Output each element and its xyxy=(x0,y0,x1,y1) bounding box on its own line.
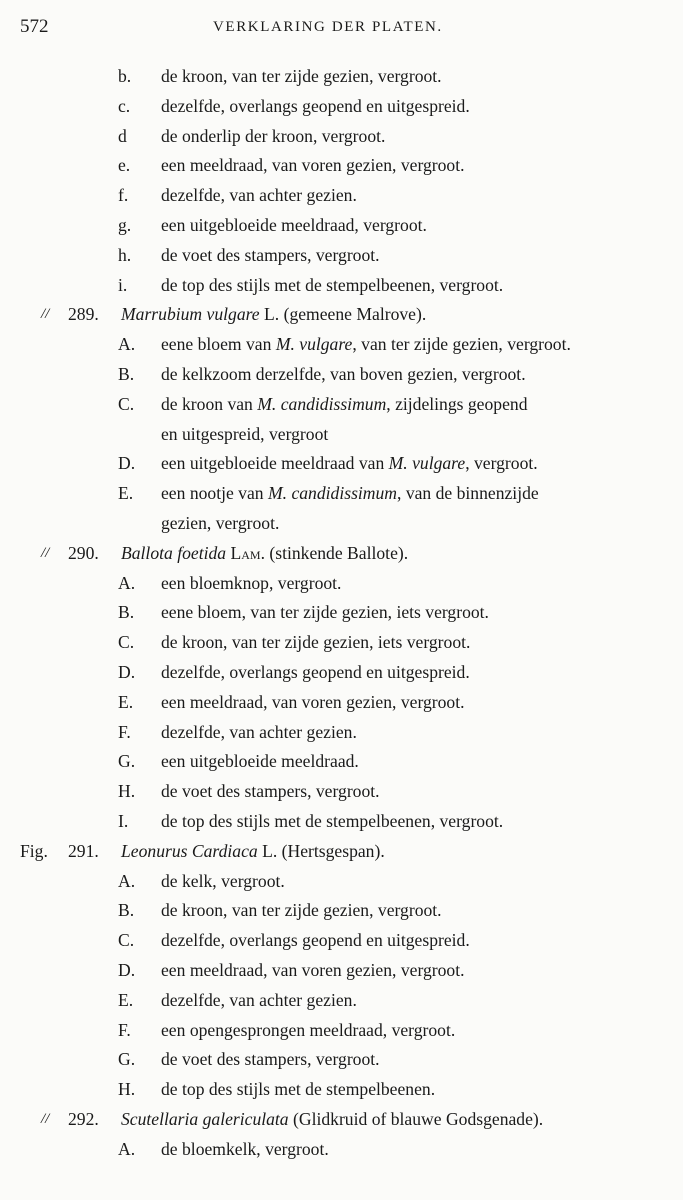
figure-label: Fig. xyxy=(20,840,48,861)
entry-row xyxy=(0,390,683,420)
common-name: (stinkende Ballote). xyxy=(269,542,409,563)
entry-row xyxy=(0,241,683,271)
figure-heading xyxy=(0,837,683,867)
item-letter: F. xyxy=(118,721,131,742)
item-letter: E. xyxy=(118,691,134,712)
author-abbrev: Lam. xyxy=(230,542,265,563)
item-description: de kroon, van ter zijde gezien, iets vergroot. xyxy=(161,632,471,653)
genus-name: Scutellaria galericulata xyxy=(121,1108,289,1129)
item-letter: I. xyxy=(118,810,129,831)
item-description: de kroon, van ter zijde gezien, vergroot. xyxy=(161,66,442,86)
entry-row xyxy=(0,986,683,1016)
entry-row xyxy=(0,181,683,211)
entry-row xyxy=(0,956,683,986)
entry-row xyxy=(0,211,683,241)
entry-row xyxy=(0,1135,683,1165)
common-name: (Hertsgespan). xyxy=(281,840,385,861)
item-description: een opengesprongen meeldraad, vergroot. xyxy=(161,1019,456,1040)
entry-row xyxy=(0,688,683,718)
item-letter: c. xyxy=(118,95,131,116)
item-description: de top des stijls met de stempelbeenen, vergroot. xyxy=(161,810,504,831)
item-letter: b. xyxy=(118,66,132,86)
item-letter: D. xyxy=(118,959,136,980)
entry-row xyxy=(0,151,683,181)
item-description: de bloemkelk, vergroot. xyxy=(161,1138,329,1159)
figure-heading xyxy=(0,539,683,569)
item-description: dezelfde, van achter gezien. xyxy=(161,721,357,742)
item-letter: G. xyxy=(118,751,136,772)
item-letter: B. xyxy=(118,900,135,921)
entry-row xyxy=(0,807,683,837)
entry-row xyxy=(0,598,683,628)
entry-row xyxy=(0,777,683,807)
entry-row xyxy=(0,420,683,450)
item-letter: E. xyxy=(118,989,134,1010)
entry-row xyxy=(0,360,683,390)
item-letter: D. xyxy=(118,453,136,474)
ditto-mark: // xyxy=(41,544,50,561)
item-description: een uitgebloeide meeldraad. xyxy=(161,751,359,772)
entry-row xyxy=(0,1016,683,1046)
item-description: eene bloem, van ter zijde gezien, iets vergroot. xyxy=(161,602,489,623)
figure-number: 291. xyxy=(68,840,99,861)
item-letter: F. xyxy=(118,1019,131,1040)
item-letter: g. xyxy=(118,214,132,235)
item-description: de top des stijls met de stempelbeenen. xyxy=(161,1079,436,1100)
item-description: dezelfde, overlangs geopend en uitgespreid. xyxy=(161,930,470,951)
figure-heading xyxy=(0,300,683,330)
item-description: een uitgebloeide meeldraad van M. vulgare, vergroot. xyxy=(161,453,538,474)
item-description: de voet des stampers, vergroot. xyxy=(161,244,380,265)
common-name: (Glidkruid of blauwe Godsgenade). xyxy=(293,1108,544,1129)
item-description: de kelk, vergroot. xyxy=(161,870,285,891)
species-name xyxy=(121,837,385,867)
page-number: 572 xyxy=(20,16,49,37)
item-letter: H. xyxy=(118,1079,136,1100)
item-letter: A. xyxy=(118,1138,136,1159)
author-abbrev: L. xyxy=(262,840,278,861)
item-description: een meeldraad, van voren gezien, vergroot. xyxy=(161,959,465,980)
entry-row xyxy=(0,479,683,509)
item-description: de voet des stampers, vergroot. xyxy=(161,781,380,802)
item-letter: C. xyxy=(118,393,135,414)
figure-heading xyxy=(0,1105,683,1135)
page-header xyxy=(0,16,683,44)
author-abbrev: L. xyxy=(264,304,280,325)
species-ref: M. vulgare xyxy=(388,453,466,474)
common-name: (gemeene Malrove). xyxy=(283,304,427,325)
item-description: de kroon, van ter zijde gezien, vergroot. xyxy=(161,900,442,921)
item-letter: B. xyxy=(118,363,135,384)
item-letter: H. xyxy=(118,781,136,802)
item-letter: G. xyxy=(118,1049,136,1070)
item-letter: A. xyxy=(118,334,136,355)
species-name xyxy=(121,539,408,569)
figure-number: 290. xyxy=(68,542,99,563)
item-description: de kelkzoom derzelfde, van boven gezien, vergroot. xyxy=(161,363,526,384)
genus-name: Ballota foetida xyxy=(121,542,227,563)
item-letter: e. xyxy=(118,155,131,176)
item-letter: D. xyxy=(118,661,136,682)
item-description: de kroon van M. candidissimum, zijdelings geopend xyxy=(161,393,528,414)
item-letter: C. xyxy=(118,632,135,653)
item-description: een nootje van M. candidissimum, van de binnenzijde xyxy=(161,483,539,504)
ditto-mark: // xyxy=(41,306,50,323)
entry-row xyxy=(0,92,683,122)
entry-row xyxy=(0,62,683,92)
item-description: de voet des stampers, vergroot. xyxy=(161,1049,380,1070)
running-title: VERKLARING DER PLATEN. xyxy=(213,19,443,35)
item-letter: i. xyxy=(118,274,128,295)
item-description: een bloemknop, vergroot. xyxy=(161,572,342,593)
entry-row xyxy=(0,509,683,539)
entry-row xyxy=(0,1045,683,1075)
species-ref: M. vulgare xyxy=(275,334,353,355)
ditto-mark: // xyxy=(41,1110,50,1127)
species-name xyxy=(121,1105,543,1135)
item-description: gezien, vergroot. xyxy=(161,512,280,533)
species-name xyxy=(121,300,426,330)
species-ref: M. candidissimum xyxy=(257,393,387,414)
item-letter: f. xyxy=(118,185,129,206)
item-description: eene bloem van M. vulgare, van ter zijde gezien, vergroot. xyxy=(161,334,571,355)
item-letter: d xyxy=(118,125,127,146)
figure-number: 289. xyxy=(68,304,99,325)
item-letter: B. xyxy=(118,602,135,623)
entry-row xyxy=(0,747,683,777)
entry-row xyxy=(0,122,683,152)
item-letter: A. xyxy=(118,572,136,593)
item-letter: C. xyxy=(118,930,135,951)
entry-row xyxy=(0,330,683,360)
item-description: dezelfde, overlangs geopend en uitgespreid. xyxy=(161,95,470,116)
species-ref: M. candidissimum xyxy=(268,483,398,504)
genus-name: Leonurus Cardiaca xyxy=(121,840,258,861)
entry-row xyxy=(0,896,683,926)
item-description: een meeldraad, van voren gezien, vergroot. xyxy=(161,691,465,712)
item-description: een uitgebloeide meeldraad, vergroot. xyxy=(161,214,427,235)
entry-row xyxy=(0,569,683,599)
entry-row xyxy=(0,628,683,658)
entry-row xyxy=(0,658,683,688)
item-description: de top des stijls met de stempelbeenen, vergroot. xyxy=(161,274,504,295)
item-description: dezelfde, overlangs geopend en uitgespreid. xyxy=(161,661,470,682)
entry-row xyxy=(0,1075,683,1105)
genus-name: Marrubium vulgare xyxy=(121,304,260,325)
entry-row xyxy=(0,271,683,301)
item-letter: h. xyxy=(118,244,132,265)
entry-row xyxy=(0,867,683,897)
plate-explanations xyxy=(0,62,683,1164)
item-description: een meeldraad, van voren gezien, vergroot. xyxy=(161,155,465,176)
entry-row xyxy=(0,449,683,479)
item-description: en uitgespreid, vergroot xyxy=(161,423,329,444)
item-letter: E. xyxy=(118,483,134,504)
item-letter: A. xyxy=(118,870,136,891)
entry-row xyxy=(0,926,683,956)
entry-row xyxy=(0,718,683,748)
figure-number: 292. xyxy=(68,1108,99,1129)
item-description: dezelfde, van achter gezien. xyxy=(161,989,357,1010)
item-description: dezelfde, van achter gezien. xyxy=(161,185,357,206)
item-description: de onderlip der kroon, vergroot. xyxy=(161,125,386,146)
